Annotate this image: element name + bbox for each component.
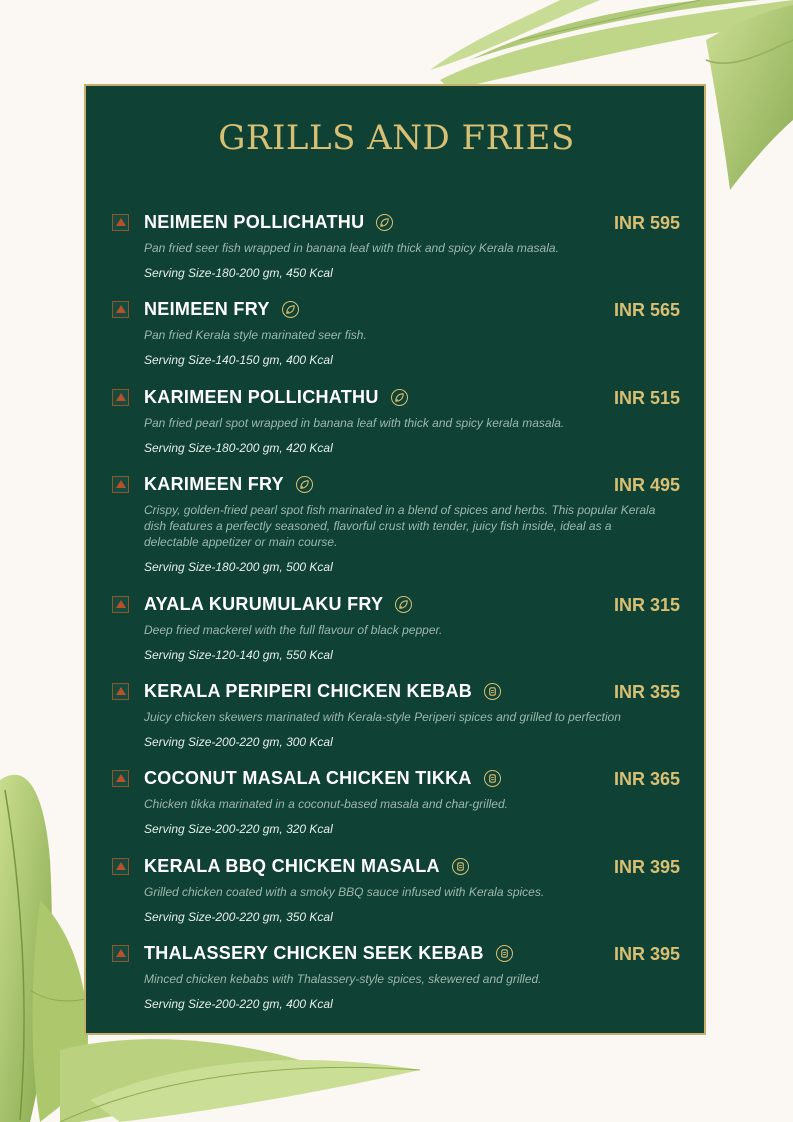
item-serving: Serving Size-140-150 gm, 400 Kcal	[144, 353, 333, 367]
triangle-bullet-icon	[112, 476, 129, 493]
fish-icon	[282, 301, 299, 318]
item-price: INR 565	[613, 300, 680, 320]
item-name: NEIMEEN FRY	[144, 299, 270, 319]
item-serving: Serving Size-200-220 gm, 320 Kcal	[144, 822, 333, 836]
item-price: INR 355	[613, 682, 680, 702]
item-description: Minced chicken kebabs with Thalassery-style spices, skewered and grilled.	[144, 972, 542, 986]
fish-icon	[391, 389, 408, 406]
chicken-icon	[496, 945, 513, 962]
item-description: Chicken tikka marinated in a coconut-based masala and char-grilled.	[144, 797, 508, 811]
item-price: INR 515	[613, 388, 680, 408]
item-price: INR 315	[613, 595, 680, 615]
menu-title: GRILLS AND FRIES	[218, 118, 575, 158]
item-name: AYALA KURUMULAKU FRY	[144, 594, 384, 614]
item-name: KARIMEEN FRY	[144, 474, 284, 494]
triangle-bullet-icon	[112, 214, 129, 231]
item-description: Deep fried mackerel with the full flavour of black pepper.	[144, 623, 443, 637]
item-description: Juicy chicken skewers marinated with Kerala-style Periperi spices and grilled to perfection	[144, 710, 621, 724]
item-serving: Serving Size-120-140 gm, 550 Kcal	[144, 648, 333, 662]
item-name: KERALA PERIPERI CHICKEN KEBAB	[144, 681, 473, 701]
item-serving: Serving Size-200-220 gm, 350 Kcal	[144, 910, 333, 924]
fish-icon	[296, 476, 313, 493]
item-serving: Serving Size-180-200 gm, 500 Kcal	[144, 560, 333, 574]
triangle-bullet-icon	[112, 301, 129, 318]
chicken-icon	[484, 770, 501, 787]
triangle-bullet-icon	[112, 945, 129, 962]
item-name: KARIMEEN POLLICHATHU	[144, 387, 379, 407]
fish-icon	[376, 214, 393, 231]
triangle-bullet-icon	[112, 770, 129, 787]
item-price: INR 495	[613, 475, 680, 495]
item-name: THALASSERY CHICKEN SEEK KEBAB	[144, 943, 484, 963]
item-serving: Serving Size-200-220 gm, 400 Kcal	[144, 997, 333, 1011]
item-price: INR 395	[613, 857, 680, 877]
item-price: INR 365	[613, 769, 680, 789]
triangle-bullet-icon	[112, 858, 129, 875]
triangle-bullet-icon	[112, 683, 129, 700]
item-serving: Serving Size-180-200 gm, 450 Kcal	[144, 266, 333, 280]
chicken-icon	[452, 858, 469, 875]
triangle-bullet-icon	[112, 596, 129, 613]
item-description: Crispy, golden-fried pearl spot fish marinated in a blend of spices and herbs. This popular Kerala dish features a perfectly seasoned, flavorful crust with tender, juicy fish inside, ideal as a delectable appetizer or main course.	[144, 503, 656, 549]
item-description: Pan fried Kerala style marinated seer fish.	[144, 328, 367, 342]
item-description: Grilled chicken coated with a smoky BBQ sauce infused with Kerala spices.	[144, 885, 545, 899]
item-serving: Serving Size-200-220 gm, 300 Kcal	[144, 735, 333, 749]
chicken-icon	[484, 683, 501, 700]
fish-icon	[395, 596, 412, 613]
item-description: Pan fried pearl spot wrapped in banana leaf with thick and spicy kerala masala.	[144, 416, 565, 430]
item-price: INR 395	[613, 944, 680, 964]
item-name: KERALA BBQ CHICKEN MASALA	[144, 856, 440, 876]
item-serving: Serving Size-180-200 gm, 420 Kcal	[144, 441, 333, 455]
triangle-bullet-icon	[112, 389, 129, 406]
item-description: Pan fried seer fish wrapped in banana leaf with thick and spicy Kerala masala.	[144, 241, 559, 255]
item-name: NEIMEEN POLLICHATHU	[144, 212, 365, 232]
item-price: INR 595	[613, 213, 680, 233]
item-name: COCONUT MASALA CHICKEN TIKKA	[144, 768, 472, 788]
